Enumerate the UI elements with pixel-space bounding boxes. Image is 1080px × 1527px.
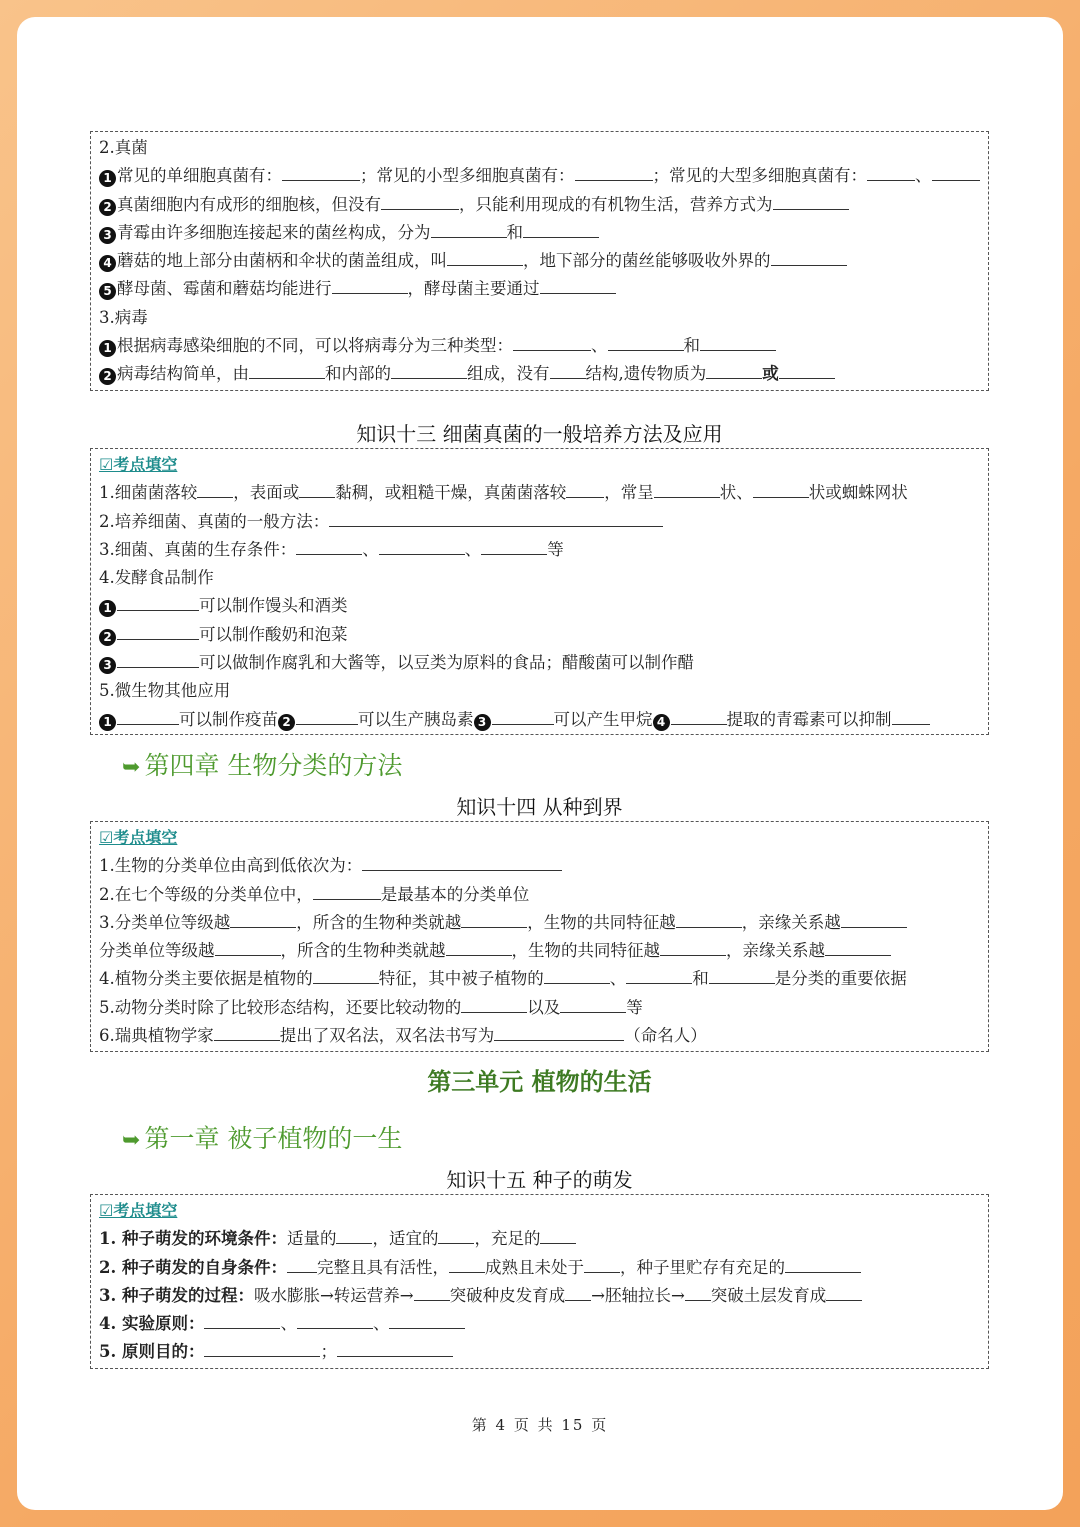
circled-number-1-icon: 1 [99,714,116,731]
germination-line-3: 3. 种子萌发的过程：吸水膨胀→转运营养→ 突破种皮发育成 →胚轴拉长→ 突破土层发育成 [99,1282,980,1310]
fungi-title: 2.真菌 [99,138,148,157]
arrow-right-icon: ➥ [122,755,141,780]
classification-line-5: 4.植物分类主要依据是植物的 特征，其中被子植物的 、 和 是分类的重要依据 [99,965,980,993]
circled-number-1-icon: 1 [99,340,116,357]
classification-line-7: 6.瑞典植物学家 提出了双名法，双名法书写为 （命名人） [99,1022,980,1050]
microbe-application-title: 5.微生物其他应用 [99,681,231,701]
knowledge-15-heading: 知识十五 种子的萌发 [446,1168,633,1192]
circled-number-4-icon: 4 [653,714,670,731]
culture-method-line: 2.培养细菌、真菌的一般方法： [99,508,980,536]
fermentation-title: 4.发酵食品制作 [99,568,214,588]
classification-box [90,821,989,1052]
unit-3-title: 第三单元 植物的生活 [427,1068,652,1096]
microbe-application-items: 1 可以制作疫苗 2 可以生产胰岛素 3 可以产生甲烷 4 提取的青霉素可以抑制 [99,706,980,734]
classification-line-3: 3.分类单位等级越 ，所含的生物种类就越 ，生物的共同特征越 ，亲缘关系越 [99,909,980,937]
virus-title: 3.病毒 [99,307,148,327]
fermentation-item-2: 2 可以制作酸奶和泡菜 [99,621,980,649]
fungi-item-5: 5 酵母菌、霉菌和蘑菇均能进行 ，酵母菌主要通过 [99,275,980,303]
fungi-item-3: 3 青霉由许多细胞连接起来的菌丝构成，分为 和 [99,219,980,247]
exam-fill-tag: ☑考点填空 [99,828,178,847]
circled-number-2-icon: 2 [99,199,116,216]
fungi-item-2: 2 真菌细胞内有成形的细胞核，但没有 ，只能利用现成的有机物生活，营养方式为 [99,191,980,219]
germination-line-5: 5. 原则目的： ； [99,1338,980,1366]
germination-line-4: 4. 实验原则： 、 、 [99,1310,980,1338]
circled-number-1-icon: 1 [99,600,116,617]
exam-fill-tag: ☑考点填空 [99,455,178,474]
classification-line-6: 5.动物分类时除了比较形态结构，还要比较动物的 以及 等 [99,994,980,1022]
circled-number-3-icon: 3 [99,657,116,674]
circled-number-2-icon: 2 [99,368,116,385]
classification-line-1: 1.生物的分类单位由高到低依次为： [99,852,980,880]
germination-box [90,1194,989,1369]
circled-number-2-icon: 2 [278,714,295,731]
circled-number-3-icon: 3 [474,714,491,731]
germination-line-1: 1. 种子萌发的环境条件：适量的 ，适宜的 ，充足的 [99,1225,980,1253]
fungi-virus-box [90,131,989,391]
germination-line-2: 2. 种子萌发的自身条件： 完整且具有活性， 成熟且未处于 ，种子里贮存有充足的 [99,1254,980,1282]
chapter-1-title: ➥ 第一章 被子植物的一生 [122,1124,403,1153]
classification-line-4: 分类单位等级越 ，所含的生物种类就越 ，生物的共同特征越 ，亲缘关系越 [99,937,980,965]
fermentation-item-1: 1 可以制作馒头和酒类 [99,592,980,620]
fungi-item-1: 1 常见的单细胞真菌有： ；常见的小型多细胞真菌有： ；常见的大型多细胞真菌有： 、 [99,162,980,190]
fermentation-item-3: 3 可以做制作腐乳和大酱等，以豆类为原料的食品；醋酸菌可以制作醋 [99,649,980,677]
circled-number-3-icon: 3 [99,227,116,244]
page-footer: 第 4 页 共 15 页 [471,1416,609,1434]
virus-item-1: 1 根据病毒感染细胞的不同，可以将病毒分为三种类型： 、 和 [99,332,980,360]
colony-line: 1.细菌菌落较 ，表面或 黏稠，或粗糙干燥，真菌菌落较 ，常呈 状、 状或蜘蛛网状 [99,479,980,507]
culture-box [90,448,989,735]
exam-fill-tag: ☑考点填空 [99,1201,178,1220]
virus-item-2: 2 病毒结构简单，由 和内部的 组成，没有 结构,遗传物质为 或 [99,360,980,388]
arrow-right-icon: ➥ [122,1128,141,1153]
fungi-item-4: 4 蘑菇的地上部分由菌柄和伞状的菌盖组成，叫 ，地下部分的菌丝能够吸收外界的 [99,247,980,275]
knowledge-14-heading: 知识十四 从种到界 [456,795,623,819]
circled-number-5-icon: 5 [99,283,116,300]
circled-number-2-icon: 2 [99,629,116,646]
circled-number-4-icon: 4 [99,255,116,272]
circled-number-1-icon: 1 [99,170,116,187]
classification-line-2: 2.在七个等级的分类单位中， 是最基本的分类单位 [99,881,980,909]
chapter-4-title: ➥ 第四章 生物分类的方法 [122,751,403,780]
survival-conditions-line: 3.细菌、真菌的生存条件： 、 、 等 [99,536,980,564]
knowledge-13-heading: 知识十三 细菌真菌的一般培养方法及应用 [356,422,723,446]
